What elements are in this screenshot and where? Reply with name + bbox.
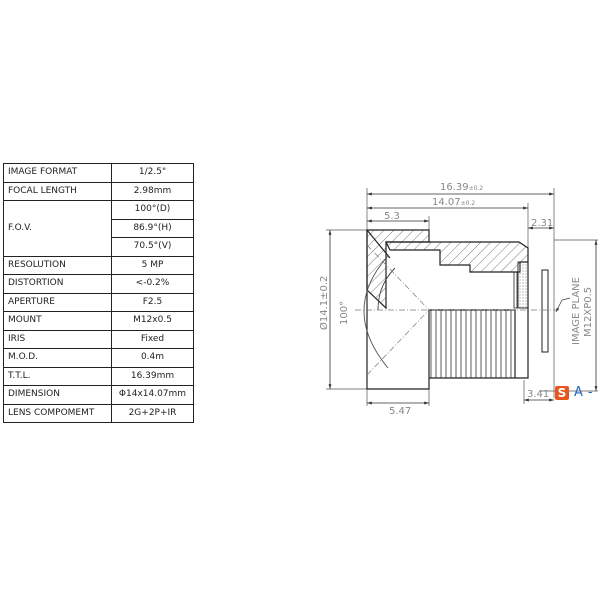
spec-label: APERTURE	[4, 293, 112, 312]
dim-body-length-text: 14.07±0.2	[432, 197, 476, 208]
spec-value: 70.5°(V)	[112, 238, 194, 257]
spec-value: <-0.2%	[112, 275, 194, 294]
spec-label: FOCAL LENGTH	[4, 182, 112, 201]
spec-label: T.T.L.	[4, 367, 112, 386]
logo-trail: -	[587, 385, 593, 400]
spec-value: 16.39mm	[112, 367, 194, 386]
thread-spec-label: M12XP0.5	[583, 286, 594, 337]
spec-value: Φ14x14.07mm	[112, 386, 194, 405]
thread-lines	[431, 310, 511, 378]
spec-label: IMAGE FORMAT	[4, 164, 112, 183]
spec-label: DISTORTION	[4, 275, 112, 294]
logo-icon: S	[555, 386, 569, 400]
spec-value: 2G+2P+IR	[112, 404, 194, 423]
dim-diameter-text: Ø14.1±0.2	[319, 275, 330, 330]
spec-label: DIMENSION	[4, 386, 112, 405]
dim-back-focal-text: 3.41	[527, 389, 550, 400]
spec-label: RESOLUTION	[4, 256, 112, 275]
spec-value: F2.5	[112, 293, 194, 312]
spec-value: 0.4m	[112, 349, 194, 368]
spec-value: 86.9°(H)	[112, 219, 194, 238]
spec-label: IRIS	[4, 330, 112, 349]
spec-value: Fixed	[112, 330, 194, 349]
lens-body	[367, 230, 548, 389]
spec-value: 100°(D)	[112, 201, 194, 220]
fov-angle-text: 100°	[339, 300, 350, 325]
spec-label: F.O.V.	[4, 201, 112, 257]
spec-label: M.O.D.	[4, 349, 112, 368]
dim-total-length-text: 16.39±0.2	[440, 182, 484, 193]
image-plane-label: IMAGE PLANE	[571, 277, 582, 345]
spec-label: LENS COMPOMEMT	[4, 404, 112, 423]
logo-text: A	[574, 385, 583, 400]
spec-value: 5 MP	[112, 256, 194, 275]
spec-value: 2.98mm	[112, 182, 194, 201]
spec-value: 1/2.5"	[112, 164, 194, 183]
spec-value: M12x0.5	[112, 312, 194, 331]
watermark-logo	[555, 385, 593, 400]
dim-front-length-text: 5.3	[384, 211, 400, 222]
spec-label: MOUNT	[4, 312, 112, 331]
dim-back-gap-text: 2.31	[531, 218, 554, 229]
dim-front-bottom-text: 5.47	[389, 406, 412, 417]
